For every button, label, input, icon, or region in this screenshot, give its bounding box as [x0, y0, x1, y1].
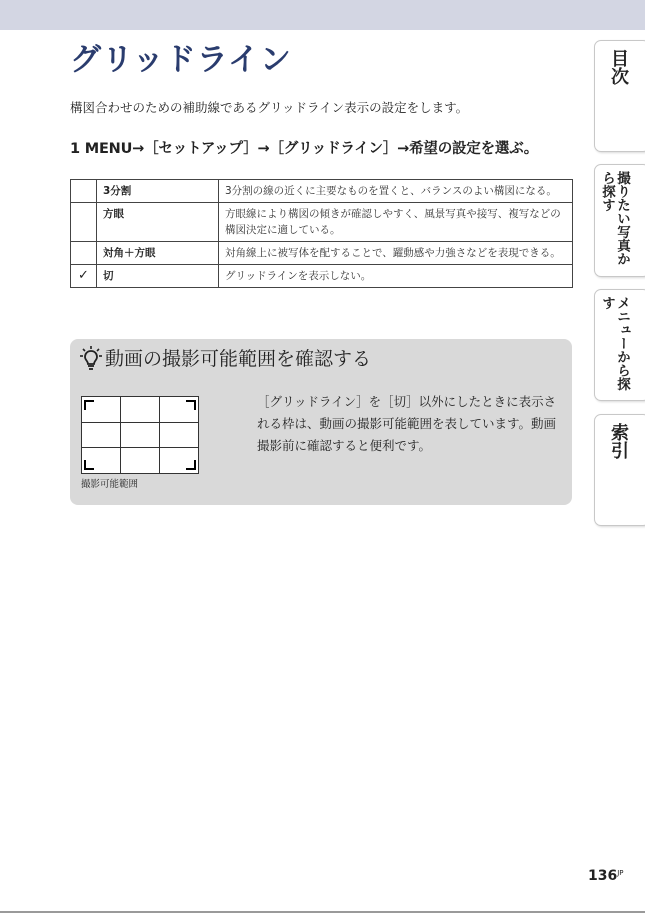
table-row — [71, 265, 573, 288]
default-mark — [71, 180, 97, 203]
checkmark-icon: ✓ — [71, 265, 97, 288]
table-row — [71, 180, 573, 203]
tab-label: メニューから探す — [599, 296, 630, 391]
lightbulb-icon — [80, 345, 102, 371]
tab-search-by-photo[interactable] — [594, 164, 645, 277]
page-suffix: JP — [617, 869, 624, 877]
step-instruction: 1 MENU→［セットアップ］→［グリッドライン］→希望の設定を選ぶ。 — [70, 141, 539, 157]
settings-table — [70, 179, 573, 288]
setting-description: 対角線上に被写体を配することで、躍動感や力強さなどを表現できる。 — [219, 242, 573, 265]
tab-index[interactable] — [594, 414, 645, 526]
tip-header — [80, 344, 371, 371]
tab-contents[interactable] — [594, 40, 645, 152]
setting-name: 対角＋方眼 — [97, 242, 219, 265]
setting-name: 方眼 — [97, 203, 219, 242]
setting-description: グリッドラインを表示しない。 — [219, 265, 573, 288]
table-row — [71, 242, 573, 265]
default-mark — [71, 203, 97, 242]
default-mark — [71, 242, 97, 265]
page-number-value: 136 — [588, 868, 618, 884]
tab-label: 目次 — [608, 49, 629, 85]
setting-description: 3分割の線の近くに主要なものを置くと、バランスのよい構図になる。 — [219, 180, 573, 203]
tip-body-text: ［グリッドライン］を［切］以外にしたときに表示される枠は、動画の撮影可能範囲を表しています。動画撮影前に確認すると便利です。 — [257, 394, 557, 453]
tip-box — [70, 339, 572, 505]
tab-label: 撮りたい写真から探す — [599, 171, 630, 266]
table-row — [71, 203, 573, 242]
page-title: グリッドライン — [70, 42, 292, 78]
setting-name: 切 — [97, 265, 219, 288]
top-bar — [0, 0, 645, 30]
tip-title: 動画の撮影可能範囲を確認する — [105, 348, 372, 370]
frame-label: 撮影可能範囲 — [81, 479, 139, 490]
setting-description: 方眼線により構図の傾きが確認しやすく、風景写真や接写、複写などの構図決定に適している。 — [219, 203, 573, 242]
setting-name: 3分割 — [97, 180, 219, 203]
intro-text: 構図合わせのための補助線であるグリッドライン表示の設定をします。 — [70, 100, 469, 115]
tab-search-by-menu[interactable] — [594, 289, 645, 401]
page-number — [588, 868, 624, 884]
grid-frame-illustration — [81, 396, 199, 474]
tab-label: 索引 — [608, 423, 629, 459]
